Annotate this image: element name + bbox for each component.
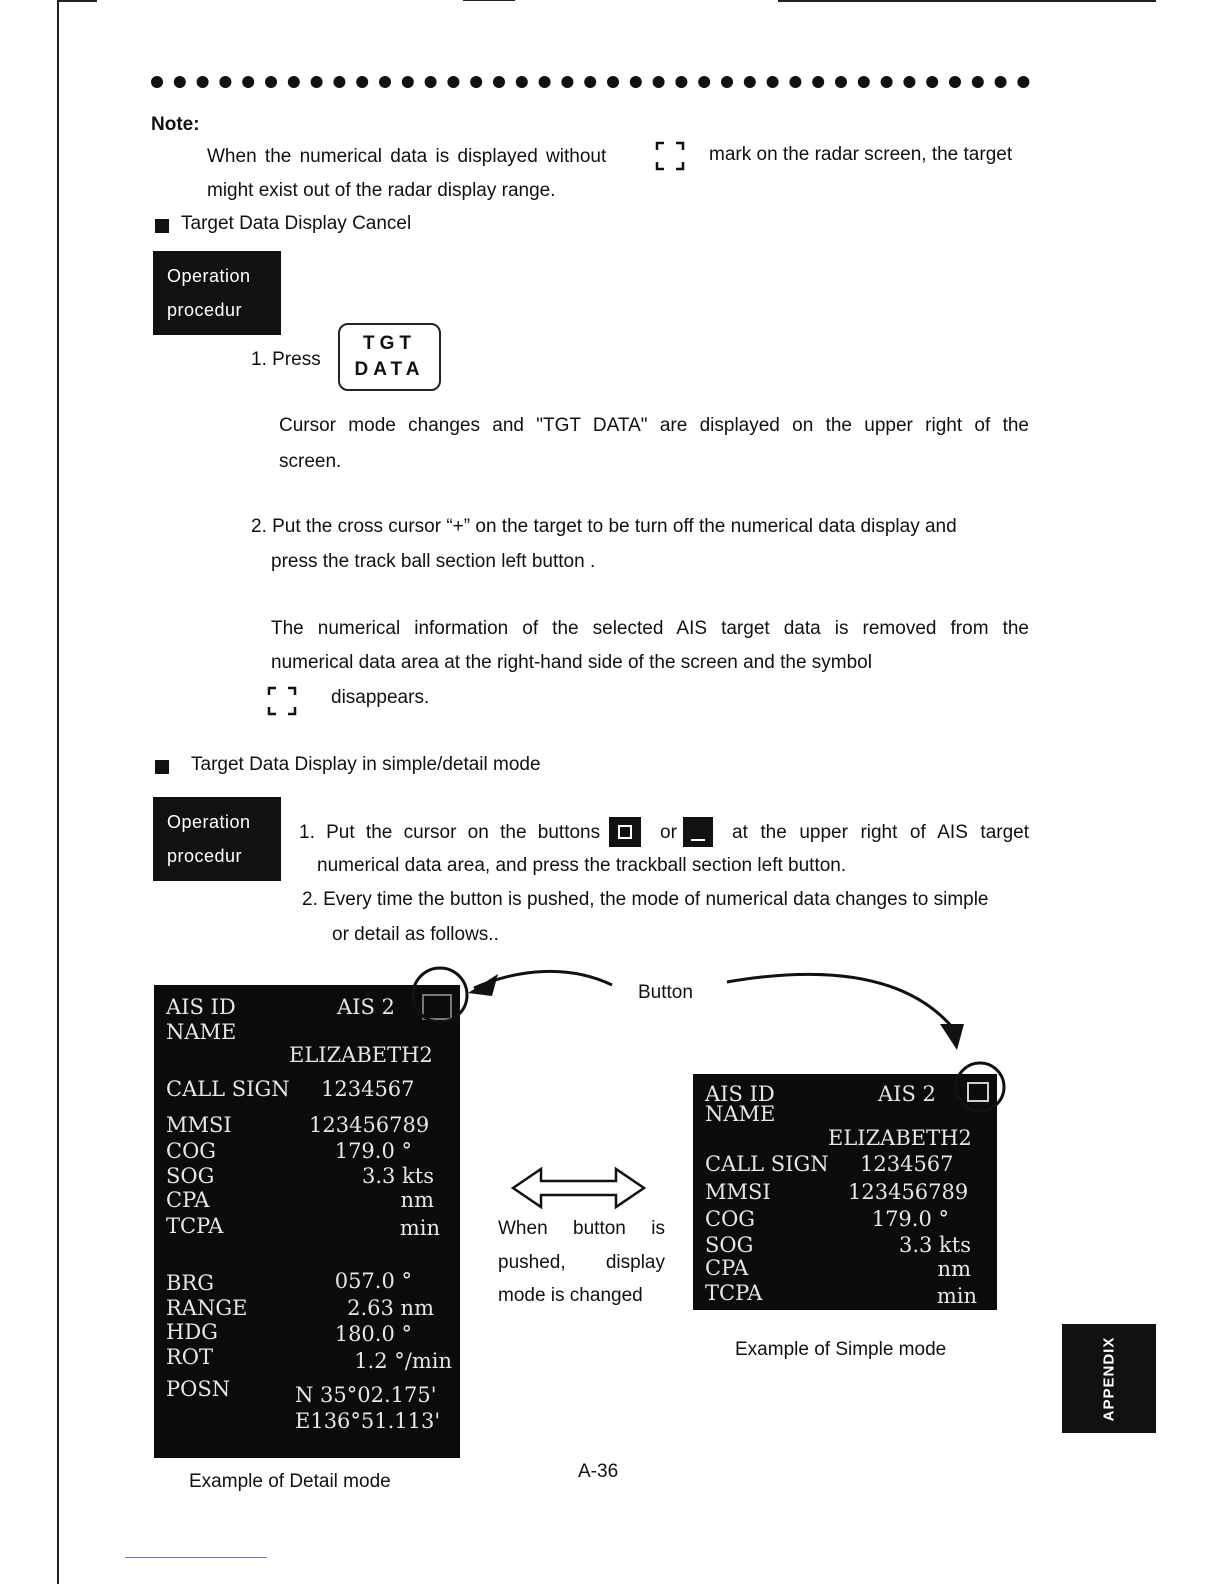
mode-step1-part-a: 1. Put the cursor on the buttons: [299, 822, 601, 843]
cpa-value: nm: [400, 1188, 434, 1212]
name-label: NAME: [705, 1102, 776, 1126]
side-tab-label: APPENDIX: [1100, 1336, 1118, 1421]
note-line1-part2: mark on the radar screen, the target: [709, 144, 1013, 165]
note-line2: might exist out of the radar display range.: [207, 180, 556, 201]
cog-value: 179.0 °: [871, 1207, 949, 1231]
mode-step2-line2: or detail as follows..: [332, 924, 499, 945]
middle-text-line2: pushed, display: [498, 1252, 665, 1273]
mmsi-value: 123456789: [848, 1180, 969, 1204]
ais-id-value: AIS 2: [337, 995, 395, 1019]
range-value: 2.63 nm: [347, 1296, 434, 1320]
name-value: ELIZABETH2: [289, 1043, 433, 1067]
detail-button-highlight-circle: [413, 968, 467, 1022]
call-sign-label: CALL SIGN: [166, 1077, 290, 1101]
page-number: A-36: [578, 1461, 619, 1482]
cog-label: COG: [705, 1207, 756, 1231]
brg-label: BRG: [166, 1271, 215, 1295]
sog-label: SOG: [166, 1164, 215, 1188]
tcpa-value: min: [936, 1284, 977, 1308]
posn-lon-value: E136°51.113': [295, 1409, 441, 1433]
posn-label: POSN: [166, 1377, 231, 1401]
mmsi-label: MMSI: [166, 1113, 232, 1137]
hdg-value: 180.0 °: [334, 1322, 412, 1346]
rot-value: 1.2 °/min: [354, 1349, 452, 1373]
step2-desc-line1: The numerical information of the selected AIS target data is removed from the: [271, 618, 1029, 639]
step2-line1: 2. Put the cross cursor “+” on the target to be turn off the numerical data display and: [251, 516, 957, 537]
detail-mode-caption: Example of Detail mode: [189, 1471, 391, 1492]
mode-step1-part-b: at the upper right of AIS target: [732, 822, 1029, 843]
op-label-line2: procedur: [167, 846, 243, 866]
call-sign-value: 1234567: [321, 1077, 415, 1101]
step2-desc-line3: disappears.: [331, 687, 430, 708]
middle-text-line3: mode is changed: [498, 1285, 643, 1306]
note-line1-part1: When the numerical data is displayed without: [207, 146, 607, 167]
cpa-label: CPA: [705, 1256, 749, 1280]
mode-step1-or: or: [660, 822, 677, 843]
section-cancel-title: Target Data Display Cancel: [181, 213, 412, 234]
sog-value: 3.3 kts: [898, 1233, 971, 1257]
mmsi-value: 123456789: [309, 1113, 430, 1137]
cpa-value: nm: [937, 1257, 971, 1281]
arrow-head-right: [940, 1024, 964, 1050]
cpa-label: CPA: [166, 1188, 210, 1212]
mmsi-label: MMSI: [705, 1180, 771, 1204]
key-label-line1: TGT: [363, 333, 416, 354]
name-label: NAME: [166, 1020, 237, 1044]
cog-label: COG: [166, 1139, 217, 1163]
button-label: Button: [638, 982, 693, 1003]
bottom-blue-rule: [125, 1557, 267, 1558]
ais-id-label: AIS ID: [705, 1082, 775, 1106]
simple-button-highlight-circle: [956, 1063, 1004, 1111]
name-value: ELIZABETH2: [828, 1126, 972, 1150]
tcpa-value: min: [399, 1216, 440, 1240]
appendix-side-tab: [1062, 1324, 1156, 1433]
hdg-label: HDG: [166, 1320, 218, 1344]
simple-mode-caption: Example of Simple mode: [735, 1339, 947, 1360]
tcpa-label: TCPA: [166, 1214, 224, 1238]
step1-desc-line1: Cursor mode changes and "TGT DATA" are displayed on the upper right of the: [279, 415, 1029, 436]
tcpa-label: TCPA: [705, 1281, 763, 1305]
curved-arrow-right: [727, 974, 953, 1028]
step1-desc-line2: screen.: [279, 451, 342, 472]
op-label-line1: Operation: [167, 812, 251, 832]
step1-press-label: 1. Press: [251, 349, 321, 370]
step2-line2: press the track ball section left button .: [271, 551, 596, 572]
mode-step2-line1: 2. Every time the button is pushed, the mode of numerical data changes to simple: [302, 889, 989, 910]
section-mode-title: Target Data Display in simple/detail mode: [191, 754, 541, 775]
posn-lat-value: N 35°02.175': [295, 1383, 437, 1407]
call-sign-label: CALL SIGN: [705, 1152, 829, 1176]
arrow-head-left: [468, 974, 498, 996]
middle-text-line1: When button is: [498, 1218, 665, 1239]
rot-label: ROT: [166, 1345, 214, 1369]
brg-value: 057.0 °: [334, 1269, 412, 1293]
sog-value: 3.3 kts: [361, 1164, 434, 1188]
note-heading: Note:: [151, 114, 200, 135]
double-headed-arrow: [513, 1169, 644, 1207]
cog-value: 179.0 °: [334, 1139, 412, 1163]
ais-id-label: AIS ID: [166, 995, 236, 1019]
range-label: RANGE: [166, 1296, 248, 1320]
ais-id-value: AIS 2: [878, 1082, 936, 1106]
key-label-line2: DATA: [354, 359, 425, 380]
step2-desc-line2: numerical data area at the right-hand side of the screen and the symbol: [271, 652, 872, 673]
op-label-line1: Operation: [167, 266, 251, 286]
sog-label: SOG: [705, 1233, 754, 1257]
call-sign-value: 1234567: [860, 1152, 954, 1176]
mode-step1-line2: numerical data area, and press the trackball section left button.: [317, 855, 847, 876]
op-label-line2: procedur: [167, 300, 243, 320]
